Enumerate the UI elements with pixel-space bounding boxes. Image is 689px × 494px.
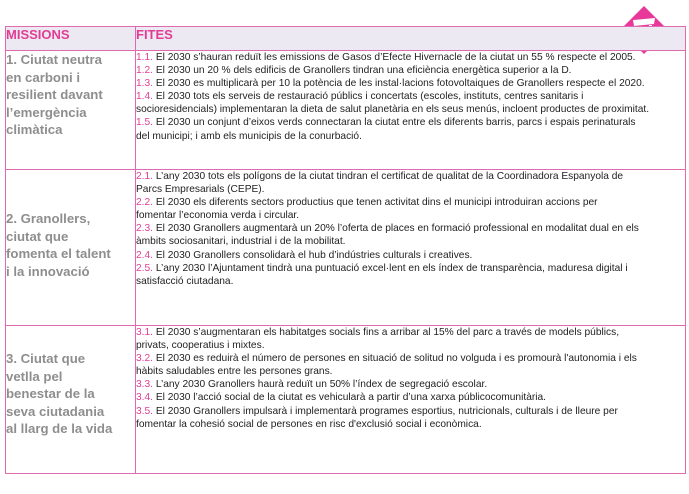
goal-item: 2.3. El 2030 Granollers augmentarà un 20% l’oferta de places en formació professional en modalitat dual en els àmbits sociosanitari, industrial i de la mobilitat. [136,223,639,248]
goal-item: 2.4. El 2030 Granollers consolidarà el hub d’indústries culturals i creatives. [136,249,473,261]
mission-goals-1 [136,51,686,170]
goal-item: 2.5. L’any 2030 l’Ajuntament tindrà una puntuació excel·lent en els índex de transparència, maduresa digital i satisfacció ciutadana. [136,262,628,287]
missions-table [5,26,686,474]
goal-item: 2.1. L’any 2030 tots els polígons de la ciutat tindran el certificat de qualitat de la Coordinadora Espanyola de Parcs Empresarials (CEPE). [136,171,624,196]
goal-item: 3.1. El 2030 s’augmentaran els habitatges socials fins a arribar al 15% del parc a través de models públics, privats, cooperatius i mixtes. [136,327,620,352]
goal-item: 3.5. El 2030 Granollers impulsarà i implementarà programes esportius, nutricionals, culturals i de lleure per fomentar la cohesió social de persones en risc d'exclusió social i econòmica. [136,405,618,430]
goal-item: 3.4. El 2030 l’acció social de la ciutat es vehicularà a partir d’una xarxa públicocomunitària. [136,392,547,404]
mission-goals-2 [136,170,686,326]
goal-item: 1.1. El 2030 s’hauran reduït les emissions de Gasos d’Efecte Hivernacle de la ciutat un 55 % respecte el 2005. [136,52,636,63]
goal-item: 1.5. El 2030 un conjunt d’eixos verds connectaran la ciutat entre els diferents barris, parcs i espais perinaturals del municipi; i amb els municipis de la conurbació. [136,117,636,142]
goal-item: 3.2. El 2030 es reduirà el número de persones en situació de solitud no volguda i es promourà l'autonomia i els hàbits saludables entre les persones grans. [136,353,637,378]
goal-item: 3.3. L’any 2030 Granollers haurà reduït un 50% l’índex de segregació escolar. [136,379,488,391]
mission-title-1: 1. Ciutat neutra en carboni i resilient davant l’emergència climàtica [6,51,136,170]
goal-item: 1.3. El 2030 es multiplicarà per 10 la potència de les instal·lacions fotovoltaiques de Granollers respecte el 2020. [136,78,645,90]
mission-goals-3 [136,326,686,474]
header-row [6,27,686,51]
goal-item: 1.2. El 2030 un 20 % dels edificis de Granollers tindran una eficiència energètica superior a la D. [136,65,572,77]
missions-header: MISSIONS [6,27,136,51]
goal-item: 2.2. El 2030 els diferents sectors productius que tenen activitat dins el municipi introduiran accions per fomentar l’economia verda i circular. [136,197,598,222]
mission-title-2: 2. Granollers, ciutat que fomenta el talent i la innovació [6,170,136,326]
mission-row-2 [6,170,686,326]
mission-row-1 [6,51,686,170]
mission-row-3 [6,326,686,474]
goal-item: 1.4. El 2030 tots els serveis de restauració públics i concertats (escoles, instituts, centres sanitaris i socioresidencials) implementaran la dieta de salut planetària en els seus menús, incloent productes de proximitat. [136,91,650,116]
mission-title-3: 3. Ciutat que vetlla pel benestar de la seva ciutadania al llarg de la vida [6,326,136,474]
fites-header: FITES [136,27,686,51]
